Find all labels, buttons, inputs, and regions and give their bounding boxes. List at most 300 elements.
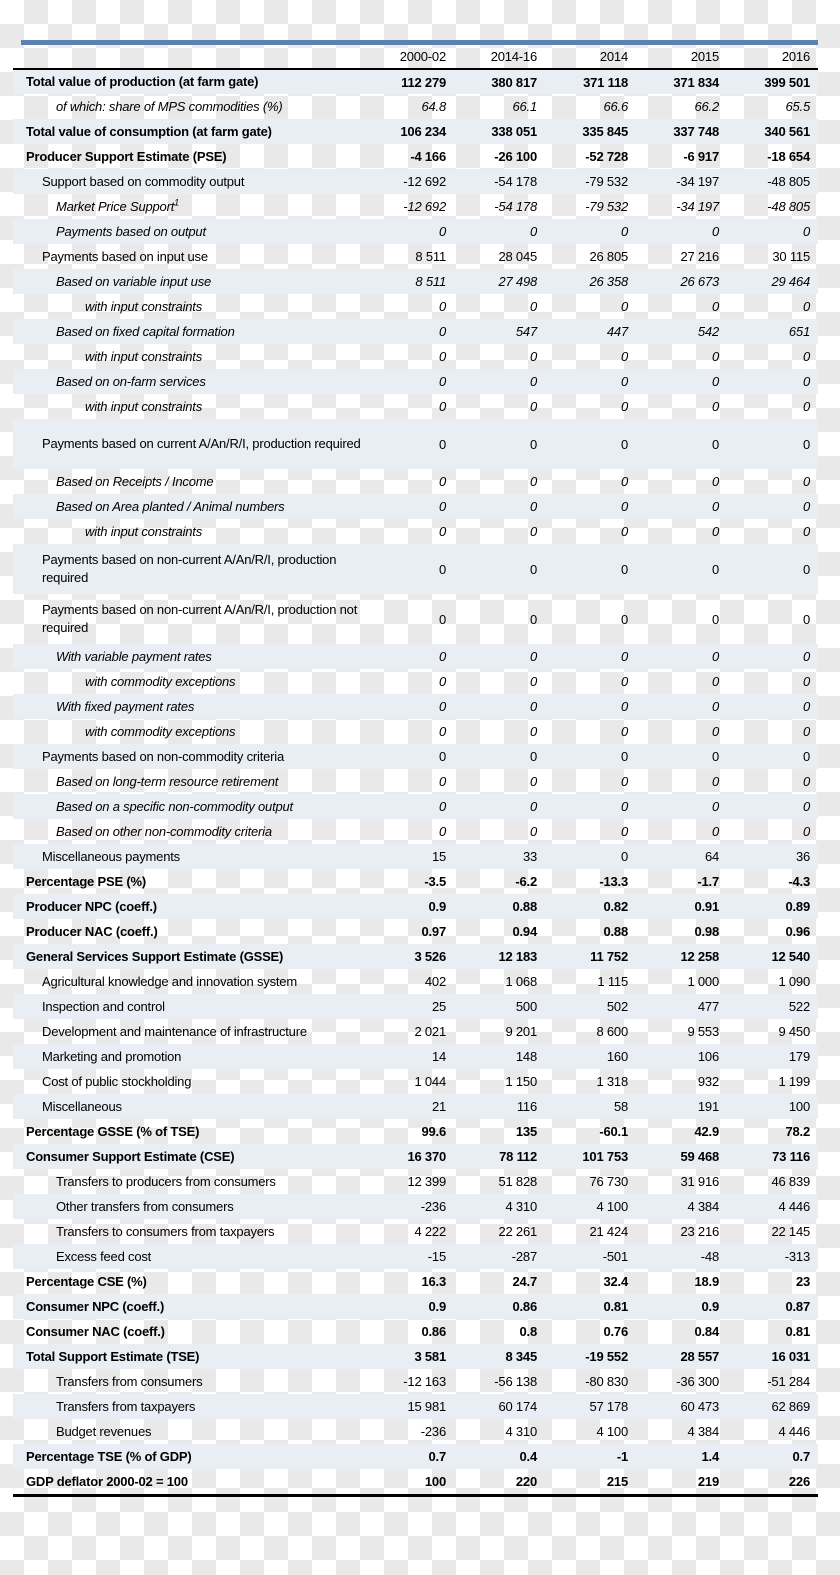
value-cell: 23 216 xyxy=(680,1224,719,1239)
row-label xyxy=(13,644,363,669)
value-cell: 26 673 xyxy=(680,274,719,289)
table-row xyxy=(13,1394,818,1419)
value-cell: 9 553 xyxy=(687,1024,719,1039)
table-row xyxy=(13,919,818,944)
value-cell: 0 xyxy=(438,674,446,689)
year-column-header: 2015 xyxy=(636,45,727,69)
value-cell: 0 xyxy=(438,399,446,414)
value-cell: 0.9 xyxy=(701,1299,719,1314)
row-label xyxy=(13,1019,363,1044)
row-label-text: Transfers to consumers from taxpayers xyxy=(56,1223,275,1239)
value-cell: 0 xyxy=(802,524,810,539)
value-cell: 8 511 xyxy=(415,274,446,289)
value-cell: 1 199 xyxy=(778,1074,810,1089)
year-column-header: 2016 xyxy=(727,45,818,69)
row-label-text: Payments based on input use xyxy=(42,248,208,264)
value-cell: 0 xyxy=(529,674,537,689)
value-cell: 380 817 xyxy=(491,74,537,90)
value-cell: 226 xyxy=(788,1474,810,1489)
value-cell: 4 222 xyxy=(414,1224,446,1239)
table-row xyxy=(13,644,818,669)
value-cell: 215 xyxy=(606,1474,628,1489)
row-label xyxy=(13,944,363,969)
row-label-text: with commodity exceptions xyxy=(85,673,236,689)
row-label-text: Based on on-farm services xyxy=(56,373,206,389)
value-cell: 22 145 xyxy=(771,1224,810,1239)
table-row xyxy=(13,1119,818,1144)
value-cell: -26 100 xyxy=(494,149,537,164)
row-label-text: Transfers to producers from consumers xyxy=(56,1173,276,1189)
value-cell: 22 261 xyxy=(498,1224,537,1239)
value-cell: 0 xyxy=(620,774,628,789)
row-label-text: Total value of production (at farm gate) xyxy=(26,74,259,90)
row-label xyxy=(13,1069,363,1094)
row-label-text: with input constraints xyxy=(85,348,202,364)
value-cell: 42.9 xyxy=(694,1124,719,1139)
table-row xyxy=(13,1319,818,1344)
value-cell: 0 xyxy=(711,824,719,839)
value-cell: 0 xyxy=(620,299,628,314)
value-cell: 0 xyxy=(802,824,810,839)
table-row xyxy=(13,494,818,519)
table-row xyxy=(13,1194,818,1219)
value-cell: 502 xyxy=(606,999,628,1014)
table-row xyxy=(13,194,818,219)
value-cell: 0 xyxy=(711,649,719,664)
value-cell: 932 xyxy=(697,1074,719,1089)
table-row xyxy=(13,769,818,794)
value-cell: -56 138 xyxy=(494,1374,537,1389)
row-label-text: Market Price Support xyxy=(56,198,175,214)
value-cell: 0 xyxy=(529,749,537,764)
value-cell: 18.9 xyxy=(694,1274,719,1289)
value-cell: 12 183 xyxy=(498,949,537,964)
table-row xyxy=(13,669,818,694)
header-label-cell xyxy=(13,45,363,69)
row-label-text: with input constraints xyxy=(85,298,202,314)
row-label-text: Support based on commodity output xyxy=(42,173,245,189)
value-cell: 1 150 xyxy=(505,1074,537,1089)
value-cell: 4 310 xyxy=(505,1424,537,1439)
value-cell: 24.7 xyxy=(512,1274,537,1289)
value-cell: 0 xyxy=(529,399,537,414)
value-cell: 23 xyxy=(795,1274,810,1289)
row-label xyxy=(13,819,363,844)
value-cell: 0.89 xyxy=(785,899,810,914)
value-cell: -18 654 xyxy=(767,149,810,164)
value-cell: 0 xyxy=(529,374,537,389)
value-cell: 106 234 xyxy=(400,124,446,139)
row-label xyxy=(13,244,363,269)
row-label-text: Budget revenues xyxy=(56,1423,152,1439)
table-row xyxy=(13,1044,818,1069)
row-label xyxy=(13,169,363,194)
value-cell: 0.97 xyxy=(421,924,446,939)
value-cell: -313 xyxy=(784,1249,810,1264)
value-cell: 0 xyxy=(620,674,628,689)
row-label xyxy=(13,94,363,119)
value-cell: 0 xyxy=(529,649,537,664)
row-label xyxy=(13,219,363,244)
table-row xyxy=(13,894,818,919)
value-cell: 16 370 xyxy=(407,1149,446,1164)
bottom-rule xyxy=(13,1494,818,1497)
table-row xyxy=(13,969,818,994)
value-cell: -501 xyxy=(602,1249,628,1264)
row-label xyxy=(13,1419,363,1444)
row-label xyxy=(13,1469,363,1494)
row-label xyxy=(13,1444,363,1469)
row-label-text: Based on long-term resource retirement xyxy=(56,773,279,789)
value-cell: 116 xyxy=(516,1099,537,1114)
value-cell: -36 300 xyxy=(676,1374,719,1389)
table-row xyxy=(13,469,818,494)
row-label-text: Percentage CSE (%) xyxy=(26,1273,147,1289)
row-label xyxy=(13,769,363,794)
value-cell: -54 178 xyxy=(494,199,537,214)
value-cell: 1 000 xyxy=(687,974,719,989)
year-column-header: 2000-02 xyxy=(363,45,454,69)
row-label xyxy=(13,469,363,494)
value-cell: 0.8 xyxy=(519,1324,537,1339)
row-label-text: Producer NPC (coeff.) xyxy=(26,898,157,914)
value-cell: 0 xyxy=(529,799,537,814)
value-cell: 0.96 xyxy=(785,924,810,939)
value-cell: 1 068 xyxy=(505,974,537,989)
value-cell: 31 916 xyxy=(680,1174,719,1189)
value-cell: 522 xyxy=(788,999,810,1014)
row-label xyxy=(13,919,363,944)
table-row xyxy=(13,1069,818,1094)
value-cell: -287 xyxy=(511,1249,537,1264)
value-cell: 0 xyxy=(438,524,446,539)
row-label xyxy=(13,1144,363,1169)
row-label xyxy=(13,369,363,394)
value-cell: 2 021 xyxy=(414,1024,446,1039)
row-label-text: Consumer NAC (coeff.) xyxy=(26,1323,165,1339)
value-cell: -34 197 xyxy=(676,199,719,214)
value-cell: 0 xyxy=(438,436,446,452)
value-cell: 12 540 xyxy=(771,949,810,964)
value-cell: 0 xyxy=(711,674,719,689)
value-cell: 33 xyxy=(522,849,537,864)
row-label-text: with input constraints xyxy=(85,398,202,414)
value-cell: 1 090 xyxy=(778,974,810,989)
value-cell: 0 xyxy=(529,824,537,839)
row-label-text: Payments based on non-commodity criteria xyxy=(42,748,285,764)
row-label xyxy=(13,419,363,469)
table-row xyxy=(13,1444,818,1469)
row-label-text: Cost of public stockholding xyxy=(42,1073,192,1089)
value-cell: 28 045 xyxy=(498,249,537,264)
value-cell: 371 118 xyxy=(583,74,628,90)
value-cell: 26 805 xyxy=(589,249,628,264)
table-row xyxy=(13,219,818,244)
value-cell: 0 xyxy=(802,611,810,627)
value-cell: -80 830 xyxy=(585,1374,628,1389)
row-label xyxy=(13,519,363,544)
row-label-text: Miscellaneous xyxy=(42,1098,122,1114)
value-cell: 0 xyxy=(620,561,628,577)
value-cell: 11 752 xyxy=(590,949,628,964)
row-label-text: Development and maintenance of infrastructure xyxy=(42,1023,307,1039)
table-row xyxy=(13,1219,818,1244)
value-cell: 447 xyxy=(606,324,628,339)
table-row xyxy=(13,94,818,119)
row-label-text: Payments based on non-current A/An/R/I, production not required xyxy=(42,602,358,635)
table-row xyxy=(13,994,818,1019)
value-cell: 30 115 xyxy=(772,249,810,264)
value-cell: 1.4 xyxy=(701,1449,719,1464)
row-label xyxy=(13,1044,363,1069)
row-label xyxy=(13,719,363,744)
value-cell: 0 xyxy=(620,749,628,764)
value-cell: 0 xyxy=(438,724,446,739)
value-cell: -54 178 xyxy=(494,174,537,189)
table-row xyxy=(13,519,818,544)
value-cell: 14 xyxy=(431,1049,446,1064)
table-row xyxy=(13,244,818,269)
value-cell: 0 xyxy=(438,774,446,789)
row-label-text: Miscellaneous payments xyxy=(42,848,180,864)
value-cell: 0 xyxy=(711,399,719,414)
value-cell: 8 511 xyxy=(415,249,446,264)
row-label-text: with input constraints xyxy=(85,523,202,539)
value-cell: 46 839 xyxy=(771,1174,810,1189)
row-label-text: Based on Area planted / Animal numbers xyxy=(56,498,285,514)
table-row xyxy=(13,844,818,869)
value-cell: 0 xyxy=(620,399,628,414)
value-cell: 62 869 xyxy=(771,1399,810,1414)
value-cell: -12 692 xyxy=(403,174,446,189)
value-cell: -60.1 xyxy=(599,1124,628,1139)
row-label xyxy=(13,1119,363,1144)
row-label xyxy=(13,1269,363,1294)
value-cell: 0.88 xyxy=(603,924,628,939)
value-cell: 0.7 xyxy=(428,1449,446,1464)
row-label-text: Percentage GSSE (% of TSE) xyxy=(26,1123,200,1139)
row-label-text: Payments based on current A/An/R/I, production required xyxy=(42,436,361,452)
row-label xyxy=(13,269,363,294)
value-cell: 66.1 xyxy=(512,99,537,114)
value-cell: 0.87 xyxy=(785,1299,810,1314)
value-cell: 16 031 xyxy=(771,1349,810,1364)
table-row xyxy=(13,594,818,644)
value-cell: 4 446 xyxy=(778,1424,810,1439)
value-cell: 0 xyxy=(620,499,628,514)
value-cell: 12 399 xyxy=(407,1174,446,1189)
value-cell: 76 730 xyxy=(589,1174,628,1189)
value-cell: 66.6 xyxy=(603,99,628,114)
value-cell: 371 834 xyxy=(673,74,719,90)
value-cell: 64.8 xyxy=(421,99,446,114)
table-row xyxy=(13,394,818,419)
value-cell: 0 xyxy=(620,849,628,864)
value-cell: -34 197 xyxy=(676,174,719,189)
value-cell: 0.76 xyxy=(603,1324,628,1339)
row-label xyxy=(13,894,363,919)
value-cell: 0 xyxy=(711,561,719,577)
row-label-text: Total Support Estimate (TSE) xyxy=(26,1348,200,1364)
value-cell: 100 xyxy=(788,1099,810,1114)
value-cell: 0.91 xyxy=(694,899,719,914)
value-cell: 0 xyxy=(711,611,719,627)
value-cell: 0 xyxy=(711,299,719,314)
value-cell: 0 xyxy=(620,724,628,739)
value-cell: 477 xyxy=(697,999,719,1014)
row-label-text: Producer Support Estimate (PSE) xyxy=(26,148,227,164)
year-column-header: 2014-16 xyxy=(454,45,545,69)
data-table xyxy=(13,45,818,1494)
table-row xyxy=(13,344,818,369)
table-row xyxy=(13,369,818,394)
table-row xyxy=(13,144,818,169)
row-label xyxy=(13,344,363,369)
row-label xyxy=(13,844,363,869)
table-row xyxy=(13,694,818,719)
value-cell: 0.9 xyxy=(428,899,446,914)
row-label xyxy=(13,1219,363,1244)
row-label-text: Inspection and control xyxy=(42,998,165,1014)
value-cell: 0 xyxy=(711,374,719,389)
row-label-text: Based on fixed capital formation xyxy=(56,323,235,339)
value-cell: 27 216 xyxy=(680,249,719,264)
table-row xyxy=(13,294,818,319)
value-cell: 0 xyxy=(438,824,446,839)
row-label-text: Payments based on output xyxy=(56,223,206,239)
value-cell: 29 464 xyxy=(771,274,810,289)
value-cell: -15 xyxy=(427,1249,446,1264)
value-cell: 101 753 xyxy=(582,1149,628,1164)
row-label-text: General Services Support Estimate (GSSE) xyxy=(26,948,284,964)
row-label xyxy=(13,1344,363,1369)
table-row xyxy=(13,719,818,744)
table-row xyxy=(13,1469,818,1494)
row-label-text: With fixed payment rates xyxy=(56,698,195,714)
value-cell: 0 xyxy=(711,774,719,789)
value-cell: 0 xyxy=(711,224,719,239)
value-cell: 0.7 xyxy=(792,1449,810,1464)
value-cell: 0 xyxy=(529,611,537,627)
value-cell: 135 xyxy=(515,1124,537,1139)
value-cell: 0 xyxy=(802,436,810,452)
row-label xyxy=(13,119,363,144)
value-cell: 9 450 xyxy=(778,1024,810,1039)
value-cell: 399 501 xyxy=(764,74,810,90)
value-cell: 8 600 xyxy=(596,1024,628,1039)
row-label xyxy=(13,1194,363,1219)
value-cell: 0 xyxy=(529,524,537,539)
value-cell: 25 xyxy=(431,999,446,1014)
value-cell: 100 xyxy=(424,1474,446,1489)
value-cell: 4 100 xyxy=(596,1199,628,1214)
row-label-text: Consumer NPC (coeff.) xyxy=(26,1298,165,1314)
value-cell: 28 557 xyxy=(680,1349,719,1364)
value-cell: 65.5 xyxy=(785,99,810,114)
row-label-text: of which: share of MPS commodities (%) xyxy=(56,98,283,114)
value-cell: 51 828 xyxy=(498,1174,537,1189)
value-cell: 1 115 xyxy=(597,974,628,989)
value-cell: 0 xyxy=(620,474,628,489)
row-label xyxy=(13,794,363,819)
row-label xyxy=(13,544,363,594)
value-cell: 0 xyxy=(711,436,719,452)
value-cell: 0 xyxy=(620,699,628,714)
value-cell: -48 xyxy=(700,1249,719,1264)
value-cell: 3 581 xyxy=(414,1349,446,1364)
value-cell: 0 xyxy=(711,749,719,764)
table-row xyxy=(13,819,818,844)
value-cell: -1 xyxy=(616,1449,628,1464)
value-cell: -51 284 xyxy=(767,1374,810,1389)
value-cell: 0.98 xyxy=(694,924,719,939)
value-cell: -48 805 xyxy=(767,199,810,214)
table-row xyxy=(13,1144,818,1169)
row-label xyxy=(13,1394,363,1419)
value-cell: 0 xyxy=(802,774,810,789)
value-cell: 0 xyxy=(438,474,446,489)
table-row xyxy=(13,794,818,819)
value-cell: -19 552 xyxy=(585,1349,628,1364)
value-cell: 12 258 xyxy=(680,949,719,964)
value-cell: 0 xyxy=(529,299,537,314)
value-cell: 0.81 xyxy=(603,1299,628,1314)
table-row xyxy=(13,1244,818,1269)
row-label xyxy=(13,669,363,694)
value-cell: 16.3 xyxy=(421,1274,446,1289)
value-cell: 0 xyxy=(711,474,719,489)
value-cell: 340 561 xyxy=(764,124,810,139)
value-cell: 64 xyxy=(704,849,719,864)
row-label xyxy=(13,194,363,219)
value-cell: 27 498 xyxy=(498,274,537,289)
row-label xyxy=(13,294,363,319)
value-cell: 0 xyxy=(802,561,810,577)
value-cell: 542 xyxy=(697,324,719,339)
value-cell: 0 xyxy=(802,674,810,689)
value-cell: 4 384 xyxy=(687,1424,719,1439)
value-cell: -236 xyxy=(420,1199,446,1214)
row-label xyxy=(13,994,363,1019)
value-cell: 3 526 xyxy=(414,949,446,964)
value-cell: 0 xyxy=(438,324,446,339)
value-cell: 0.88 xyxy=(512,899,537,914)
year-column-header: 2014 xyxy=(545,45,636,69)
value-cell: 36 xyxy=(795,849,810,864)
row-label-text: GDP deflator 2000-02 = 100 xyxy=(26,1473,188,1489)
table-row xyxy=(13,944,818,969)
value-cell: 0.86 xyxy=(512,1299,537,1314)
value-cell: 0 xyxy=(620,524,628,539)
value-cell: 0 xyxy=(438,649,446,664)
value-cell: -52 728 xyxy=(585,149,628,164)
value-cell: 0 xyxy=(438,749,446,764)
table-row xyxy=(13,1294,818,1319)
value-cell: 9 201 xyxy=(505,1024,537,1039)
value-cell: 8 345 xyxy=(505,1349,537,1364)
row-label xyxy=(13,1294,363,1319)
value-cell: 0 xyxy=(802,649,810,664)
table-row xyxy=(13,544,818,594)
value-cell: 0 xyxy=(438,499,446,514)
value-cell: -3.5 xyxy=(424,874,446,889)
row-label-text: Agricultural knowledge and innovation system xyxy=(42,973,297,989)
value-cell: 57 178 xyxy=(589,1399,628,1414)
value-cell: 1 044 xyxy=(414,1074,446,1089)
value-cell: 78.2 xyxy=(785,1124,810,1139)
value-cell: 338 051 xyxy=(491,124,537,139)
value-cell: 106 xyxy=(697,1049,719,1064)
